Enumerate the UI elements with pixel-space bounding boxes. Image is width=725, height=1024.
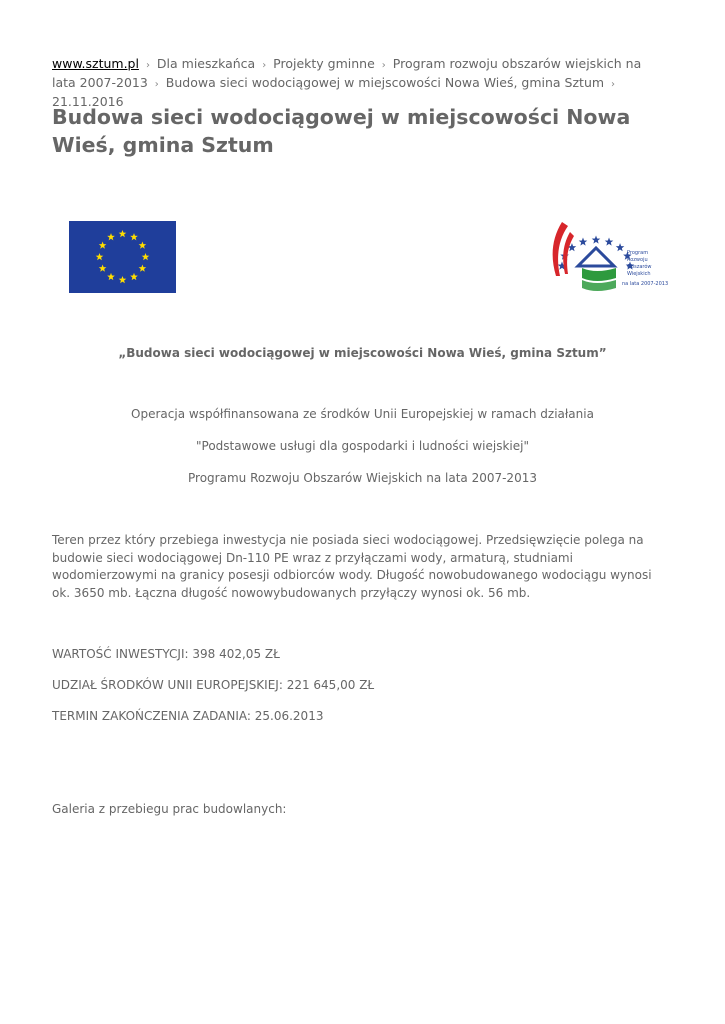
- breadcrumb-separator: ›: [262, 60, 267, 71]
- cofinancing-line-3: Programu Rozwoju Obszarów Wiejskich na lata 2007-2013: [188, 471, 537, 485]
- breadcrumb: [52, 55, 652, 110]
- prow-text-line: Program: [627, 250, 649, 256]
- breadcrumb-separator: ›: [154, 79, 159, 90]
- prow-text-line: Rozwoju: [627, 257, 648, 263]
- breadcrumb-date: 21.11.2016: [52, 94, 124, 109]
- completion-date: TERMIN ZAKOŃCZENIA ZADANIA: 25.06.2013: [52, 709, 324, 723]
- eu-funding-share: UDZIAŁ ŚRODKÓW UNII EUROPEJSKIEJ: 221 645,00 ZŁ: [52, 678, 375, 692]
- breadcrumb-separator: ›: [145, 60, 150, 71]
- investment-value: WARTOŚĆ INWESTYCJI: 398 402,05 ZŁ: [52, 647, 280, 661]
- project-quote-title: „Budowa sieci wodociągowej w miejscowości Nowa Wieś, gmina Sztum”: [118, 346, 607, 360]
- prow-logo: [538, 218, 669, 300]
- prow-star-icon: [592, 236, 601, 244]
- breadcrumb-home-link[interactable]: www.sztum.pl: [52, 56, 139, 71]
- prow-star-icon: [616, 243, 625, 251]
- project-description: Teren przez który przebiega inwestycja nie posiada sieci wodociągowej. Przedsięwzięcie polega na budowie sieci wodociągowej Dn-110 PE wraz z przyłączami wody, armaturą, studniami wodomierzowymi na granicy posesji odbiorców wody. Długość nowobudowanego wodociągu wynosi ok. 3650 mb. Łączna długość nowowybudowanych przyłączy wynosi ok. 56 mb.: [52, 533, 652, 600]
- breadcrumb-separator: ›: [381, 60, 386, 71]
- prow-star-icon: [605, 237, 614, 245]
- breadcrumb-item-current-page[interactable]: Budowa sieci wodociągowej w miejscowości Nowa Wieś, gmina Sztum: [165, 75, 605, 90]
- breadcrumb-item-program[interactable]: Program rozwoju obszarów wiejskich na lata 2007-2013: [52, 56, 642, 90]
- prow-text-line: Obszarów: [627, 264, 652, 270]
- prow-text-line: Wiejskich: [627, 271, 651, 277]
- cofinancing-line-2: "Podstawowe usługi dla gospodarki i ludności wiejskiej": [196, 439, 529, 453]
- cofinancing-line-1: Operacja współfinansowana ze środków Unii Europejskiej w ramach działania: [131, 407, 594, 421]
- gallery-label: Galeria z przebiegu prac budowlanych:: [52, 802, 287, 816]
- breadcrumb-item-projekty-gminne[interactable]: Projekty gminne: [273, 56, 375, 71]
- breadcrumb-separator: ›: [611, 79, 616, 90]
- page-title: Budowa sieci wodociągowej w miejscowości Nowa Wieś, gmina Sztum: [52, 105, 631, 157]
- prow-star-icon: [579, 237, 588, 245]
- prow-text-line: na lata 2007-2013: [622, 281, 669, 287]
- breadcrumb-item-dla-mieszkanca[interactable]: Dla mieszkańca: [156, 56, 256, 71]
- eu-flag-logo: [69, 221, 176, 293]
